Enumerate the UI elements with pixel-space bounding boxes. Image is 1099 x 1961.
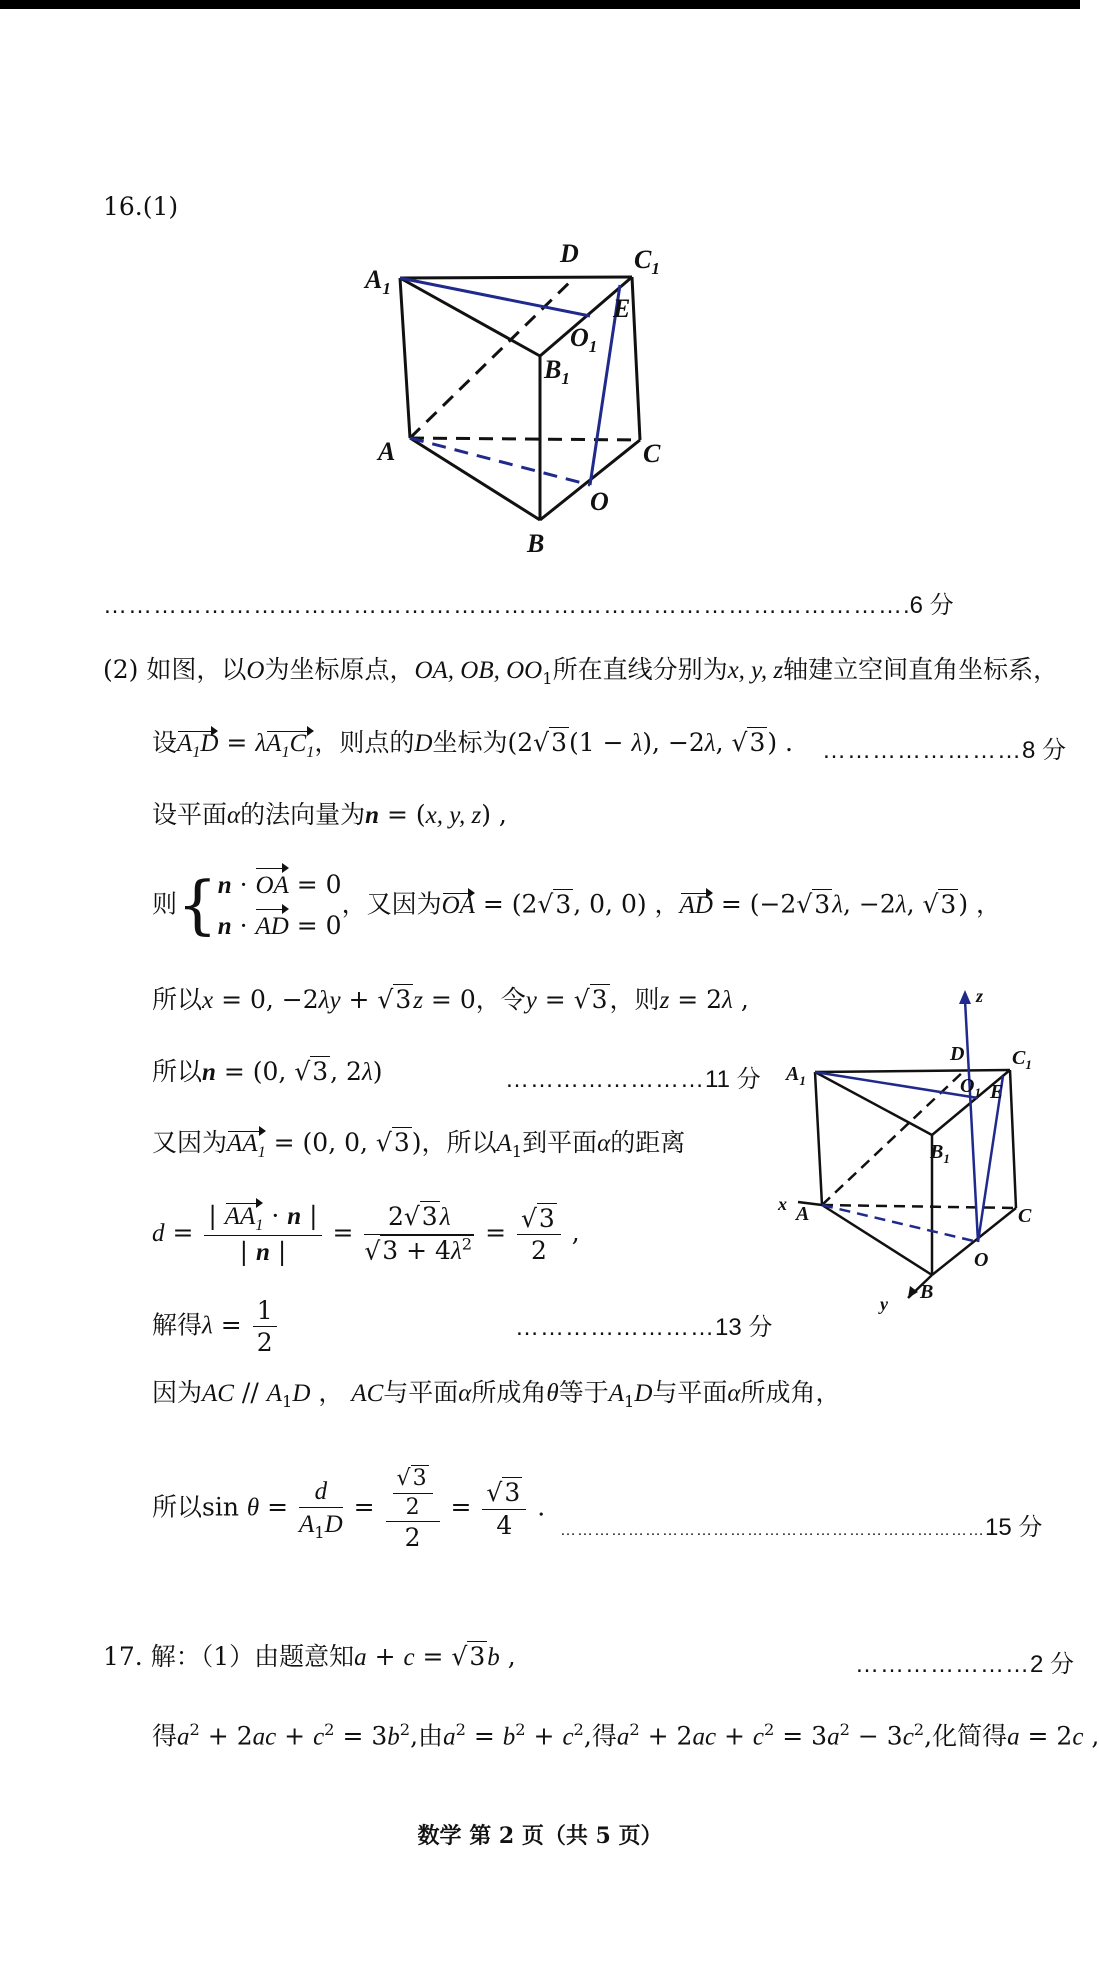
normal-result-line: 所以n = (0, √3, 2λ) xyxy=(152,1057,383,1086)
equation-system: n · OA = 0 n · AD = 0 xyxy=(218,865,342,947)
text: 17. 解：（1）由题意知 xyxy=(103,1642,355,1671)
fig1-label-O: O xyxy=(590,487,609,516)
question-16-part1-heading: 16.(1) xyxy=(103,192,179,221)
frac-root3-over-4: $\frac{√3}{4}$ xyxy=(482,1477,526,1541)
fig2-label-A: A xyxy=(796,1203,810,1225)
math: x, y, z xyxy=(727,657,784,684)
system-line: 则{ n · OA = 0 n · AD = 0 ，又因为OA = (2√3, 0, 0) ，AD = (−2√3λ, −2λ, √3) ， xyxy=(152,865,1001,947)
math: OA, OB, OO xyxy=(414,657,543,684)
vector-A1C1: $A_1C_1$ xyxy=(266,730,315,761)
score-11: 11 分 xyxy=(705,1066,761,1093)
score-8-line: ……………………8 分 xyxy=(822,737,1067,764)
fig2-label-B: B xyxy=(920,1281,934,1303)
text: 设 xyxy=(152,728,178,757)
leader-dots: …………………………………………………………………………………… xyxy=(103,592,903,619)
part2-intro-line xyxy=(103,655,1058,689)
math: D xyxy=(414,730,433,757)
score-8: 8 分 xyxy=(1022,737,1067,764)
text: 则 xyxy=(152,889,178,919)
fig1-label-E: E xyxy=(613,294,631,323)
fig2-label-C: C xyxy=(1018,1205,1032,1227)
lambda-solution: 解得λ = $\frac{1}{2}$ xyxy=(152,1295,280,1359)
text: ，所以 xyxy=(421,1128,497,1157)
left-brace: { xyxy=(177,868,218,943)
solve-line: 所以x = 0, −2λy + √3z = 0，令y = √3，则z = 2λ , xyxy=(152,985,749,1014)
text: 所以 xyxy=(152,1057,203,1086)
text: 到平面 xyxy=(522,1128,598,1157)
text: (2) 如图，以 xyxy=(103,655,247,684)
frac-d-over-a1d: $\frac{d}{A_1D}$ xyxy=(299,1475,343,1544)
math-sub: 1 xyxy=(542,669,553,688)
text: 坐标为 xyxy=(432,728,508,757)
text: 为坐标原点， xyxy=(264,655,415,684)
text: ，则 xyxy=(609,985,660,1014)
fig2-axis-x: x xyxy=(778,1194,787,1214)
normal-vector-line: 设平面α的法向量为n = (x, y, z) , xyxy=(152,800,507,829)
score-13-line: ……………………13 分 xyxy=(515,1314,773,1341)
frac-distance: $\frac{| AA_1 \cdot n |}{| n |}$ xyxy=(204,1200,321,1269)
score-6-line xyxy=(103,585,954,620)
fig1-label-C: C xyxy=(643,439,661,468)
fig2-label-E: E xyxy=(990,1081,1004,1103)
text: 等于 xyxy=(558,1378,609,1407)
fig1-label-C1: $C_1$ xyxy=(634,245,660,278)
parallel-line: 因为AC // $A_1D$ ， AC与平面α所成角θ等于$A_1D$与平面α所成角， xyxy=(152,1378,841,1411)
text: 所成角， xyxy=(740,1378,841,1407)
fig1-label-D: D xyxy=(560,239,579,268)
score-2: 2 分 xyxy=(1030,1651,1075,1678)
text: 与平面 xyxy=(383,1378,459,1407)
aa1-line: 又因为$AA_1 = (0$, 0, √3)，所以$A_1$到平面α的距离 xyxy=(152,1128,686,1161)
score-13: 13 分 xyxy=(715,1314,773,1341)
text: 得 xyxy=(152,1721,178,1751)
fig2-label-A1: $A_1$ xyxy=(786,1063,806,1088)
text: 所成角 xyxy=(471,1378,547,1407)
text: ，则点的 xyxy=(314,728,415,757)
text: 又因为 xyxy=(152,1128,228,1157)
frac-lambda: $\frac{2√3\lambda}{√3 + 4\lambda^2}$ xyxy=(364,1202,473,1265)
frac-compound: $\frac{\frac{√3}{2}}{2}$ xyxy=(386,1465,440,1553)
text: 轴建立空间直角坐标系， xyxy=(783,655,1059,684)
fig1-label-A1: $A_1$ xyxy=(365,265,391,298)
vector-A1D: $A_1D$ xyxy=(177,730,219,761)
text: 所以 xyxy=(152,985,203,1014)
text: 所以 xyxy=(152,1492,203,1522)
score-15: 15 分 xyxy=(985,1514,1043,1541)
fig1-label-B: B xyxy=(527,529,545,558)
score-2-line: …………………2 分 xyxy=(855,1651,1075,1678)
distance-formula: d = $\frac{| AA_1 \cdot n |}{| n |}$ = $\frac{2√3\lambda}{√3 + 4\lambda^2}$ = $\frac{√3}{2}$ , xyxy=(152,1200,580,1269)
question-17-line2: 得$a^2 + 2ac + c^2 = 3b^2$,由$a^2 = b^2 + c^2$,得$a^2 + 2ac + c^2 = 3a^2 - 3c^2$,化简得a = 2c , xyxy=(152,1720,1099,1751)
text: ,由 xyxy=(410,1721,444,1751)
text: 解得 xyxy=(152,1310,203,1340)
frac-half: $\frac{1}{2}$ xyxy=(253,1295,277,1359)
fig2-label-C1: $C_1$ xyxy=(1012,1047,1032,1072)
question-17-line1: 17. 解：（1）由题意知a + c = √3b , xyxy=(103,1642,516,1671)
sine-formula: 所以sin θ = $\frac{d}{A_1D}$ = $\frac{\frac{√3}{2}}{2}$ = $\frac{√3}{4}$ . xyxy=(152,1466,546,1552)
fig2-label-B1: $B_1$ xyxy=(930,1141,950,1166)
score-15-line: …………………………………………………………………15 分 xyxy=(560,1514,1043,1541)
frac-root3-over-2: $\frac{√3}{2}$ xyxy=(517,1203,561,1267)
set-vector-line: 设$A_1D = \lambda A_1C_1$，则点的D坐标为(2√3(1 − λ), −2λ, √3) . xyxy=(152,728,794,761)
score-11-line: ……………………11 分 xyxy=(505,1066,761,1093)
fig1-label-A: A xyxy=(378,437,396,466)
math: O xyxy=(246,657,265,684)
text: 所在直线分别为 xyxy=(552,655,728,684)
text: 与平面 xyxy=(652,1378,728,1407)
text: ,化简得 xyxy=(924,1721,1008,1751)
text: ，又因为 xyxy=(341,889,442,919)
page-footer: 数学 第 2 页（共 5 页） xyxy=(417,1823,663,1849)
fig2-axis-y: y xyxy=(880,1294,888,1314)
text: 因为 xyxy=(152,1378,203,1407)
text: 设平面 xyxy=(152,800,228,829)
text: ,得 xyxy=(583,1721,617,1751)
prism-figure-1 xyxy=(0,0,1080,600)
text: 的距离 xyxy=(610,1128,686,1157)
fig2-axis-z: z xyxy=(976,986,984,1006)
fig2-label-D: D xyxy=(950,1043,965,1065)
score-6: .6 分 xyxy=(903,592,954,619)
fig2-label-O: O xyxy=(974,1249,989,1271)
text: 的法向量为 xyxy=(240,800,366,829)
fig2-label-O1: $O_1$ xyxy=(960,1075,981,1100)
fig1-label-B1: $B_1$ xyxy=(544,355,570,388)
fig1-label-O1: $O_1$ xyxy=(570,323,598,356)
text: ，令 xyxy=(475,985,526,1014)
prism-figure-2 xyxy=(760,980,1060,1314)
